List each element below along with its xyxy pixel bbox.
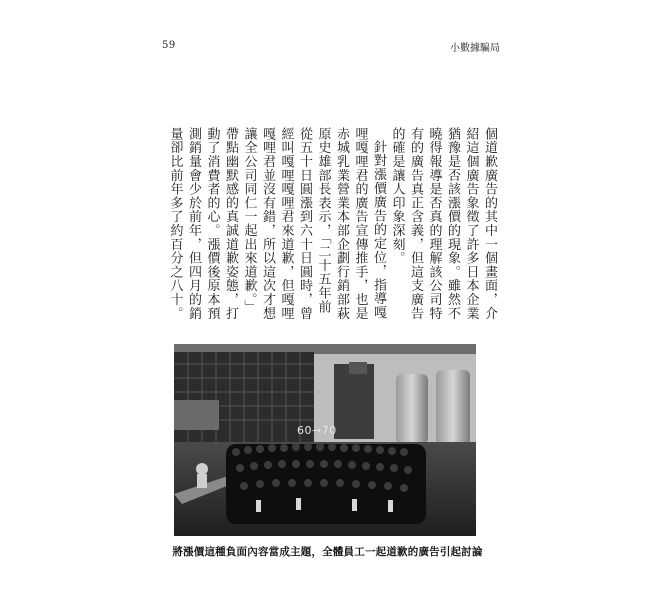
body-text <box>158 127 498 327</box>
page-number: 59 <box>162 40 176 51</box>
ad-photo-image <box>174 344 476 536</box>
paragraph: 針對漲價廣告的定位，指導嘎哩嘎哩君的廣告宣傳推手，也是赤城乳業營業本部企劃行銷部萩原史雄部長表示，「二十五年前從五十日圓漲到六十日圓時，曾經叫嘎哩嘎哩君來道歉，但嘎哩嘎哩君並沒有錯，所以這次才想讓全公司同仁一起出來道歉。」帶點幽默感的真誠道歉姿態，打動了消費者的心。漲價後原本預測銷量會少於前年，但四月的銷量卻比前年多了約百分之八十。 <box>167 127 386 321</box>
paragraph: 個道歉廣告的其中一個畫面，介紹這個廣告象徵了許多日本企業猶豫是否該漲價的現象。雖然不曉得報導是否真的理解該公司特有的廣告真正含義，但這支廣告的確是讓人印象深刻。 <box>389 127 497 321</box>
figure-caption: 將漲價這種負面內容當成主題，全體員工一起道歉的廣告引起討論 <box>172 546 483 558</box>
running-head: 小數據騙局 <box>450 43 500 54</box>
ad-photo <box>174 344 476 536</box>
price-change-overlay: 60→70 <box>297 424 337 437</box>
